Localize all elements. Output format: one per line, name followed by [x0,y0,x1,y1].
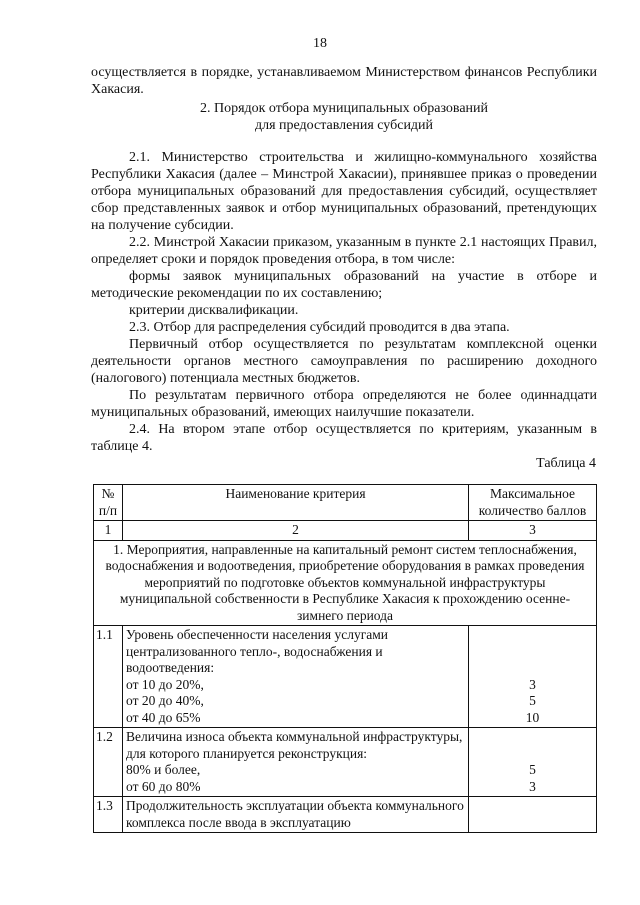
criterion-option: от 20 до 40%, [126,693,204,708]
score-value: 5 [529,693,536,708]
index-cell: 3 [469,521,597,541]
criterion-title: Величина износа объекта коммунальной инфраструктуры, для которого планируется реконструкция: [126,729,463,761]
score-cell [469,626,597,728]
score-value: 3 [529,778,536,794]
table-caption: Таблица 4 [536,456,596,471]
score-value: 5 [529,762,536,777]
criterion-cell [123,728,469,797]
criteria-table [93,484,597,833]
score-cell [469,797,597,833]
body-text [91,64,597,134]
criterion-option: от 10 до 20%, [126,676,204,692]
intro-line: осуществляется в порядке, устанавливаемом Министерством финансов Республики Хакасия. [91,65,597,97]
criterion-cell [123,797,469,833]
row-number: 1.3 [94,797,123,833]
paragraph: формы заявок муниципальных образований на участие в отборе и методические рекомендации по их составлению; [91,269,597,301]
header-criterion: Наименование критерия [123,485,469,521]
table-row [94,797,597,833]
paragraph: Первичный отбор осуществляется по результатам комплексной оценки деятельности органов местного самоуправления по расширению доходного (налогового) потенциала местных бюджетов. [91,337,597,386]
criterion-option: от 60 до 80% [126,778,201,794]
header-number: № п/п [94,485,123,521]
criterion-cell [123,626,469,728]
paragraph: По результатам первичного отбора определяются не более одиннадцати муниципальных образований, имеющих наилучшие показатели. [91,388,597,420]
paragraph: 2.3. Отбор для распределения субсидий проводится в два этапа. [129,320,510,335]
criterion-title: Продолжительность эксплуатации объекта коммунального комплекса после ввода в эксплуатацию [126,798,464,830]
score-cell [469,728,597,797]
criterion-title: Уровень обеспеченности населения услугами централизованного тепло-, водоснабжения и водоотведения: [126,627,389,675]
table-index-row [94,521,597,541]
index-cell: 2 [123,521,469,541]
score-value: 10 [525,709,540,725]
criterion-option: 80% и более, [126,762,201,777]
paragraph: 2.2. Минстрой Хакасии приказом, указанным в пункте 2.1 настоящих Правил, определяет сроки и порядок проведения отбора, в том числе: [91,235,597,267]
index-cell: 1 [94,521,123,541]
paragraph: 2.1. Министерство строительства и жилищно-коммунального хозяйства Республики Хакасия (далее – Минстрой Хакасии), принявшее приказ о проведении отбора муниципальных образований для предоставления субсидий, осуществляет сбор представленных заявок и отбор муниципальных образований, претендующих на получение субсидии. [91,150,597,233]
criterion-option: от 40 до 65% [126,709,201,725]
paragraph: 2.4. На втором этапе отбор осуществляется по критериям, указанным в таблице 4. [91,422,597,454]
table-header-row [94,485,597,521]
page-number: 18 [313,36,327,51]
row-number: 1.1 [94,626,123,728]
table-row [94,728,597,797]
section-heading: 1. Мероприятия, направленные на капитальный ремонт систем теплоснабжения, водоснабжения и водоотведения, приобретение оборудования в рамках проведения мероприятий по подготовке объектов коммунальной инфраструктуры муниципальной собственности в Республике Хакасия к прохождению осенне-зимнего периода [94,540,597,626]
row-number: 1.2 [94,728,123,797]
table-row [94,626,597,728]
section-title-line-1: 2. Порядок отбора муниципальных образований [199,101,489,116]
table-section-row [94,540,597,626]
section-title-line-2: для предоставления субсидий [254,118,434,133]
paragraph: критерии дисквалификации. [129,303,299,318]
section-paragraphs [91,149,597,455]
header-max-score: Максимальное количество баллов [469,485,597,521]
score-value: 3 [529,676,536,692]
